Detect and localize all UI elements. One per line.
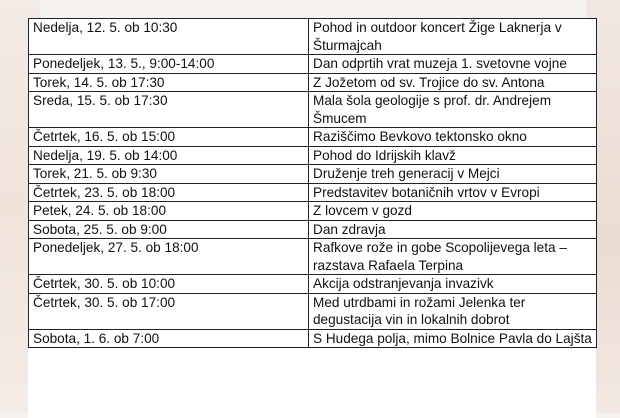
- event-date-cell: Sreda, 15. 5. ob 17:30: [29, 92, 309, 128]
- table-row: [29, 146, 597, 165]
- event-title-cell: Dan odprtih vrat muzeja 1. svetovne vojne: [309, 55, 597, 74]
- table-row: [29, 128, 597, 147]
- event-title-cell: Raziščimo Bevkovo tektonsko okno: [309, 128, 597, 147]
- event-date-cell: Četrtek, 30. 5. ob 17:00: [29, 293, 309, 329]
- event-title-cell: Mala šola geologije s prof. dr. Andrejem Šmucem: [309, 92, 597, 128]
- event-date-cell: Nedelja, 19. 5. ob 14:00: [29, 146, 309, 165]
- event-title-cell: Med utrdbami in rožami Jelenka ter degustacija vin in lokalnih dobrot: [309, 293, 597, 329]
- event-title-cell: Z Jožetom od sv. Trojice do sv. Antona: [309, 73, 597, 92]
- table-row: [29, 92, 597, 128]
- table-row: [29, 202, 597, 221]
- table-row: [29, 275, 597, 294]
- event-title-cell: Akcija odstranjevanja invazivk: [309, 275, 597, 294]
- event-title-cell: S Hudega polja, mimo Bolnice Pavla do Lajšta: [309, 329, 597, 348]
- event-title-cell: Predstavitev botaničnih vrtov v Evropi: [309, 183, 597, 202]
- document-page: [28, 18, 596, 418]
- event-date-cell: Nedelja, 12. 5. ob 10:30: [29, 19, 309, 55]
- table-row: [29, 55, 597, 74]
- table-row: [29, 220, 597, 239]
- event-title-cell: Z lovcem v gozd: [309, 202, 597, 221]
- table-row: [29, 165, 597, 184]
- event-date-cell: Ponedeljek, 27. 5. ob 18:00: [29, 239, 309, 275]
- event-title-cell: Rafkove rože in gobe Scopolijevega leta – razstava Rafaela Terpina: [309, 239, 597, 275]
- event-date-cell: Četrtek, 30. 5. ob 10:00: [29, 275, 309, 294]
- event-title-cell: Pohod do Idrijskih klavž: [309, 146, 597, 165]
- table-row: [29, 183, 597, 202]
- event-date-cell: Četrtek, 23. 5. ob 18:00: [29, 183, 309, 202]
- table-row: [29, 239, 597, 275]
- table-row: [29, 293, 597, 329]
- table-row: [29, 329, 597, 348]
- table-row: [29, 73, 597, 92]
- event-date-cell: Petek, 24. 5. ob 18:00: [29, 202, 309, 221]
- event-title-cell: Dan zdravja: [309, 220, 597, 239]
- event-date-cell: Ponedeljek, 13. 5., 9:00-14:00: [29, 55, 309, 74]
- event-date-cell: Četrtek, 16. 5. ob 15:00: [29, 128, 309, 147]
- event-date-cell: Sobota, 25. 5. ob 9:00: [29, 220, 309, 239]
- event-date-cell: Sobota, 1. 6. ob 7:00: [29, 329, 309, 348]
- table-row: [29, 19, 597, 55]
- event-title-cell: Pohod in outdoor koncert Žige Laknerja v Šturmajcah: [309, 19, 597, 55]
- event-date-cell: Torek, 21. 5. ob 9:30: [29, 165, 309, 184]
- event-title-cell: Druženje treh generacij v Mejci: [309, 165, 597, 184]
- event-schedule-table: [28, 18, 597, 348]
- event-date-cell: Torek, 14. 5. ob 17:30: [29, 73, 309, 92]
